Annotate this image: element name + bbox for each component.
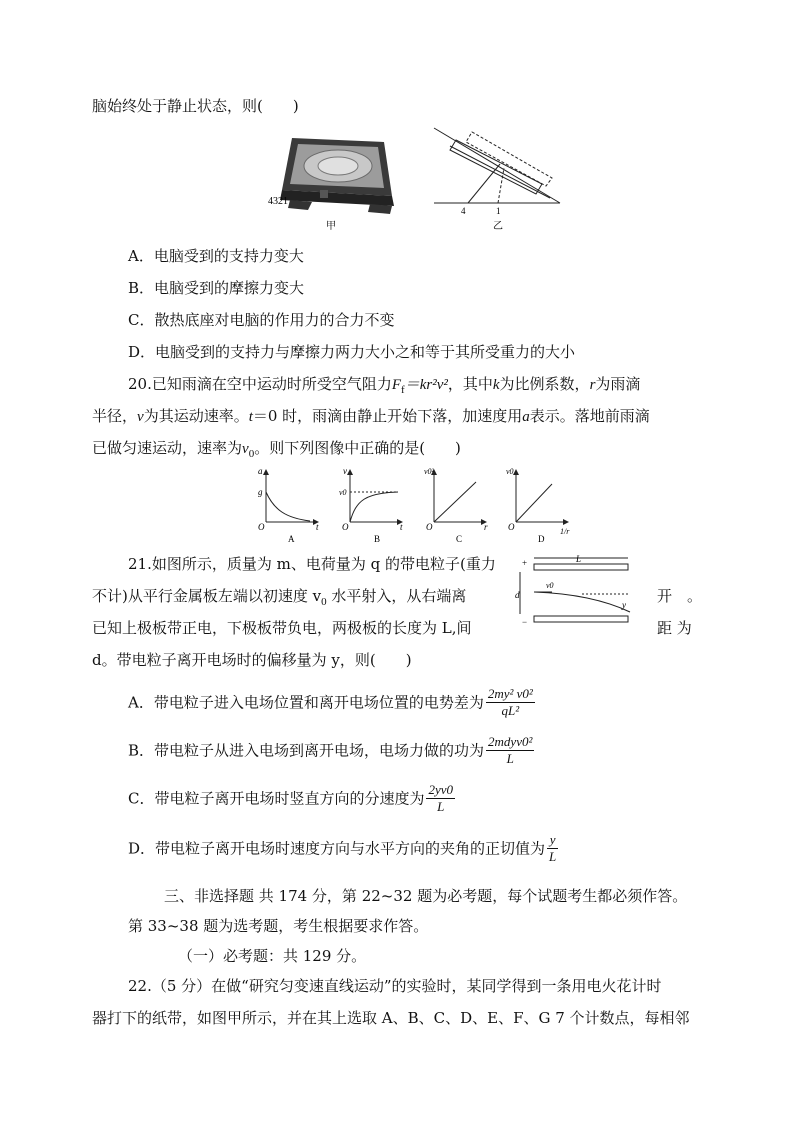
tick-1: 1 bbox=[496, 206, 501, 216]
svg-text:O: O bbox=[508, 522, 515, 532]
svg-text:C: C bbox=[456, 534, 463, 544]
graph-d bbox=[506, 467, 570, 544]
incline-diagram bbox=[434, 128, 560, 203]
svg-text:v0: v0 bbox=[506, 467, 514, 476]
q21-line2-tail: 开 。 bbox=[657, 587, 703, 605]
svg-text:1/r: 1/r bbox=[560, 527, 570, 536]
section3-line3: （一）必考题：共 129 分。 bbox=[178, 947, 367, 965]
q21-line3-tail: 距 为 bbox=[657, 619, 692, 637]
graph-b bbox=[339, 466, 403, 544]
svg-text:O: O bbox=[342, 522, 349, 532]
q21-line3: 已知上极板带正电，下极板带负电，两极板的长度为 L,间 bbox=[92, 619, 472, 637]
svg-text:r: r bbox=[484, 522, 488, 532]
svg-text:d: d bbox=[515, 590, 520, 600]
q22-line2: 器打下的纸带，如图甲所示，并在其上选取 A、B、C、D、E、F、G 7 个计数点，每相邻 bbox=[92, 1009, 690, 1027]
q21-option-d: D．带电粒子离开电场时速度方向与水平方向的夹角的正切值为 $\frac{y}{L}$ bbox=[128, 832, 557, 864]
graph-c bbox=[424, 467, 488, 544]
q19-option-d: D．电脑受到的支持力与摩擦力两力大小之和等于其所受重力的大小 bbox=[128, 343, 576, 361]
q21-option-b: B．带电粒子从进入电场到离开电场，电场力做的功为 $\frac{\text{2mdyv0²}}{L}$ bbox=[128, 734, 533, 766]
q19-option-c: C．散热底座对电脑的作用力的合力不变 bbox=[128, 311, 395, 329]
svg-text:v: v bbox=[343, 466, 347, 476]
svg-text:v0: v0 bbox=[546, 581, 554, 590]
q19-option-b: B．电脑受到的摩擦力变大 bbox=[128, 279, 305, 297]
graph-a bbox=[258, 466, 319, 544]
q21-option-c: C．带电粒子离开电场时竖直方向的分速度为 $\frac{2yv0}{L}$ bbox=[128, 782, 454, 814]
figure-19 bbox=[260, 126, 580, 234]
svg-text:L: L bbox=[576, 554, 582, 564]
stand-numbers: 4321 bbox=[268, 196, 288, 207]
q19-option-a: A．电脑受到的支持力变大 bbox=[128, 247, 304, 265]
label-yi: 乙 bbox=[493, 221, 503, 232]
svg-text:−: − bbox=[522, 617, 528, 627]
svg-text:B: B bbox=[374, 534, 381, 544]
q21-option-a: A．带电粒子进入电场位置和离开电场位置的电势差为 $\frac{\text{2my² v0²}}{\text{qL²}}$ bbox=[128, 686, 533, 718]
section3-line2: 第 33~38 题为选考题，考生根据要求作答。 bbox=[128, 917, 429, 935]
cooling-pad-image bbox=[280, 138, 394, 214]
q21-line1: 21.如图所示，质量为 m、电荷量为 q 的带电粒子(重力 bbox=[128, 555, 496, 573]
q20-line3: 已做匀速运动，速率为$v_0$。则下列图像中正确的是( ) bbox=[92, 439, 461, 460]
q21-line2: 不计)从平行金属板左端以初速度 $v_0$ 水平射入，从右端离 bbox=[92, 587, 467, 608]
svg-text:y: y bbox=[622, 600, 626, 610]
q20-graphs bbox=[252, 464, 582, 544]
q21-figure bbox=[512, 554, 638, 628]
q22-line1: 22.（5 分）在做“研究匀变速直线运动”的实验时，某同学得到一条用电火花计时 bbox=[128, 977, 662, 995]
svg-text:a: a bbox=[258, 466, 263, 476]
section3-line1: 三、非选择题 共 174 分，第 22~32 题为必考题，每个试题考生都必须作答。 bbox=[164, 887, 688, 905]
label-jia: 甲 bbox=[326, 221, 336, 232]
svg-text:t: t bbox=[400, 522, 403, 532]
svg-text:g: g bbox=[258, 487, 263, 497]
svg-text:O: O bbox=[426, 522, 433, 532]
q20-line2: 半径，v为其运动速率。t＝0 时，雨滴由静止开始下落，加速度用a表示。落地前雨滴 bbox=[92, 407, 650, 425]
svg-text:+: + bbox=[522, 558, 528, 568]
svg-text:O: O bbox=[258, 522, 265, 532]
svg-text:D: D bbox=[538, 534, 545, 544]
q21-line4: d。带电粒子离开电场时的偏移量为 y，则( ) bbox=[92, 651, 412, 669]
svg-text:t: t bbox=[316, 522, 319, 532]
svg-text:v0²: v0² bbox=[424, 467, 434, 476]
intro-line: 脑始终处于静止状态，则( ) bbox=[92, 97, 299, 115]
svg-text:v0: v0 bbox=[339, 488, 347, 497]
q20-line1: 20.已知雨滴在空中运动时所受空气阻力$F_f=kr^2v^2$，其中k为比例系数，r为雨滴 bbox=[128, 375, 641, 396]
svg-text:A: A bbox=[288, 534, 295, 544]
tick-4: 4 bbox=[461, 206, 466, 216]
